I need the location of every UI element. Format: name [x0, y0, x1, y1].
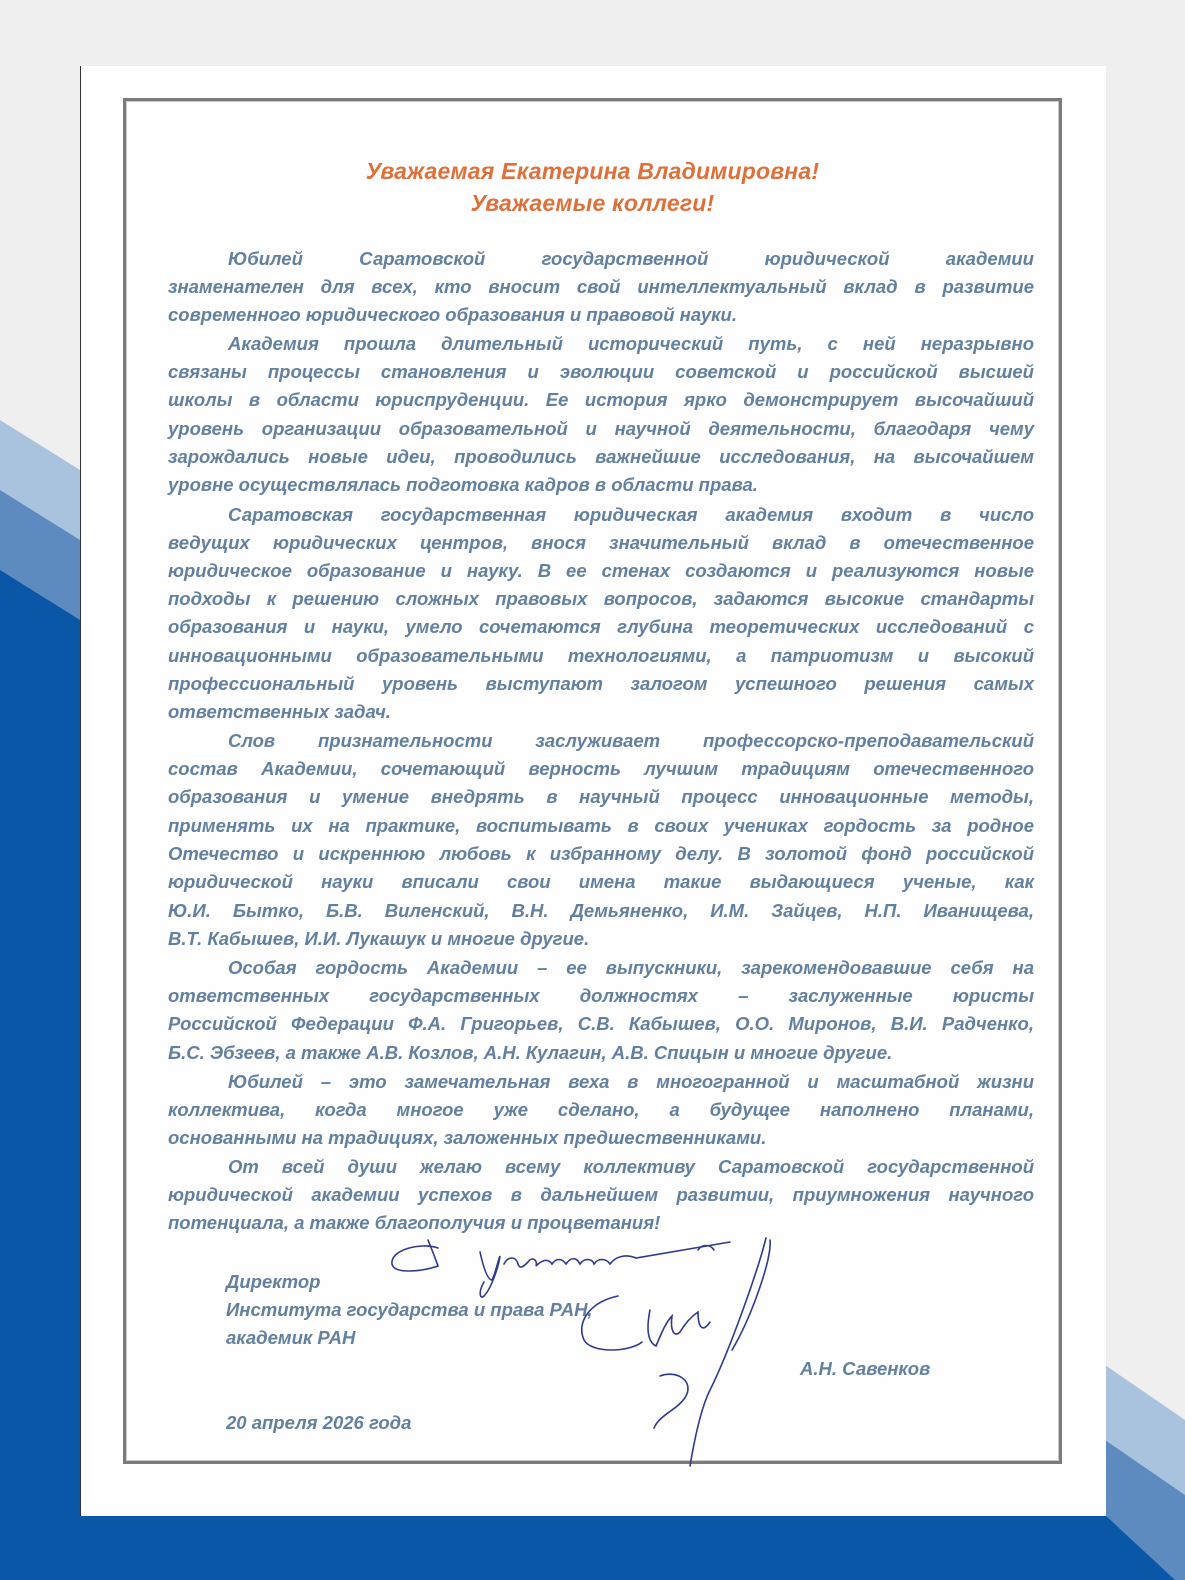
paragraph-7-line: От всей души желаю всему коллективу Саратовской государственной: [228, 1156, 1034, 1177]
paragraph-3-line: Саратовская государственная юридическая академия входит в число: [228, 504, 1034, 525]
paragraph-3-line: юридическое образование и науку. В ее стенах создаются и реализуются новые: [168, 560, 1034, 581]
paragraph-5-line: Российской Федерации Ф.А. Григорьев, С.В. Кабышев, О.О. Миронов, В.И. Радченко,: [168, 1013, 1034, 1034]
paragraph-3-line: ведущих юридических центров, внося значительный вклад в отечественное: [168, 532, 1034, 553]
paragraph-4-line: образования и умение внедрять в научный процесс инновационные методы,: [168, 786, 1034, 807]
paragraph-3-line: образования и науки, умело сочетаются глубина теоретических исследований с: [168, 616, 1034, 637]
signer-name: А.Н. Савенков: [800, 1358, 931, 1379]
signer-position-line-1: Директор: [226, 1271, 321, 1292]
bottom-dark-band: [0, 1515, 1175, 1580]
signer-position-line-3: академик РАН: [226, 1327, 356, 1348]
paragraph-5-line: Б.С. Эбзеев, а также А.В. Козлов, А.Н. Кулагин, А.В. Спицын и многие другие.: [168, 1042, 893, 1063]
paragraph-4-line: применять их на практике, воспитывать в своих учениках гордость за родное: [168, 815, 1034, 836]
paragraph-1-line: современного юридического образования и правовой науки.: [168, 304, 737, 325]
paragraph-2-line: школы в области юриспруденции. Ее история ярко демонстрирует высочайший: [168, 389, 1034, 410]
paragraph-4-line: состав Академии, сочетающий верность лучшим традициям отечественного: [168, 758, 1034, 779]
left-dark-stripe: [0, 570, 80, 1580]
paragraph-3-line: инновационными образовательными технологиями, а патриотизм и высокий: [168, 645, 1034, 666]
paragraph-4-line: Отечество и искреннюю любовь к избранному делу. В золотой фонд российской: [168, 843, 1034, 864]
paragraph-3-line: подходы к решению сложных правовых вопросов, задаются высокие стандарты: [168, 588, 1034, 609]
paragraph-3-line: ответственных задач.: [168, 701, 391, 722]
paragraph-5-line: ответственных государственных должностях – заслуженные юристы: [168, 985, 1034, 1006]
paragraph-2-line: уровне осуществлялась подготовка кадров в области права.: [168, 474, 758, 495]
paragraph-3-line: профессиональный уровень выступают залогом успешного решения самых: [168, 673, 1034, 694]
paragraph-6-line: основанными на традициях, заложенных предшественниками.: [168, 1127, 767, 1148]
paragraph-6-line: Юбилей – это замечательная веха в многогранной и масштабной жизни: [228, 1071, 1034, 1092]
signer-position-line-2: Института государства и права РАН,: [226, 1299, 593, 1320]
paragraph-5-line: Особая гордость Академии – ее выпускники, зарекомендовавшие себя на: [228, 957, 1034, 978]
paragraph-2-line: зарождались новые идеи, проводились важнейшие исследования, на высочайшем: [168, 446, 1034, 467]
letter-date: 20 апреля 2026 года: [226, 1412, 412, 1433]
paragraph-1-line: Юбилей Саратовской государственной юридической академии: [228, 248, 1034, 269]
paragraph-6-line: коллектива, когда многое уже сделано, а будущее наполнено планами,: [168, 1099, 1034, 1120]
paragraph-7-line: потенциала, а также благополучия и процветания!: [168, 1212, 661, 1233]
paragraph-4-line: Слов признательности заслуживает профессорско-преподавательский: [228, 730, 1034, 751]
handwritten-signature: [380, 1230, 800, 1470]
greeting-line-1: Уважаемая Екатерина Владимировна!: [365, 158, 820, 184]
paragraph-4-line: В.Т. Кабышев, И.И. Лукашук и многие другие.: [168, 928, 590, 949]
paragraph-1-line: знаменателен для всех, кто вносит свой интеллектуальный вклад в развитие: [168, 276, 1034, 297]
paragraph-2-line: связаны процессы становления и эволюции советской и российской высшей: [168, 361, 1034, 382]
paragraph-2-line: Академия прошла длительный исторический путь, с ней неразрывно: [228, 333, 1034, 354]
paragraph-4-line: Ю.И. Бытко, Б.В. Виленский, В.Н. Демьяненко, И.М. Зайцев, Н.П. Иванищева,: [168, 900, 1034, 921]
greeting-line-2: Уважаемые коллеги!: [470, 190, 715, 216]
paragraph-7-line: юридической академии успехов в дальнейшем развитии, приумножения научного: [168, 1184, 1034, 1205]
paragraph-2-line: уровень организации образовательной и научной деятельности, благодаря чему: [168, 418, 1034, 439]
paragraph-4-line: юридической науки вписали свои имена такие выдающиеся ученые, как: [168, 871, 1034, 892]
